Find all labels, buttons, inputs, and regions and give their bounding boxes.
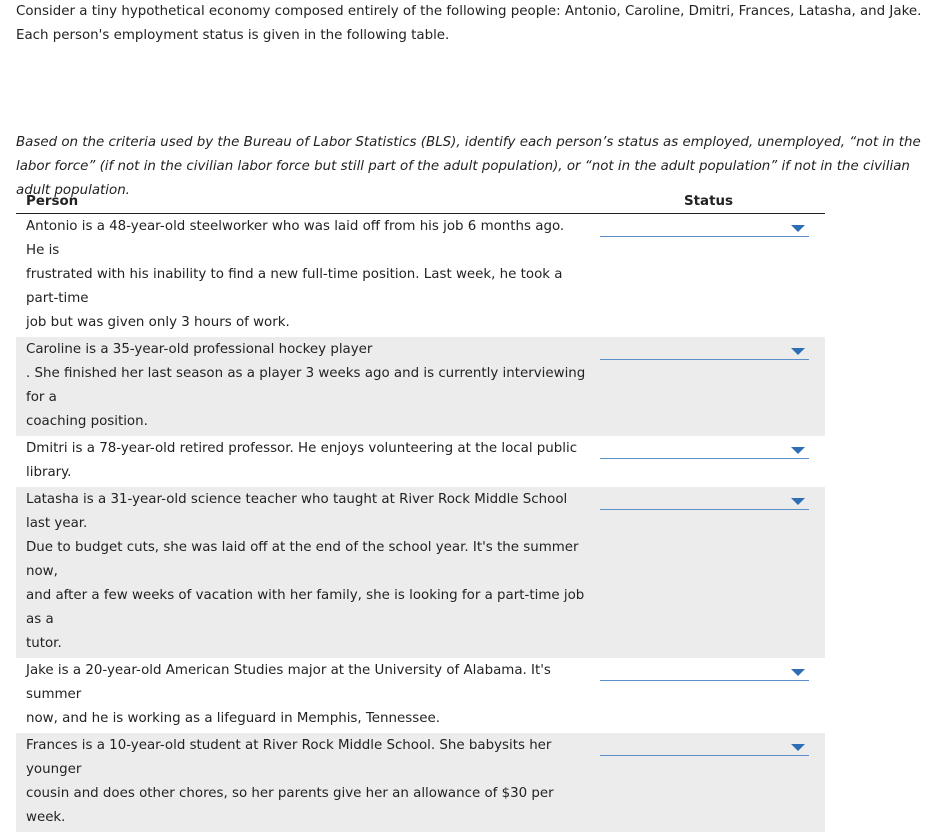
person-description — [16, 214, 586, 337]
table-row — [16, 214, 825, 337]
chevron-down-icon — [791, 447, 805, 454]
chevron-down-icon — [791, 669, 805, 676]
description-line: and after a few weeks of vacation with her family, she is looking for a part-time job as a — [26, 588, 585, 627]
person-description — [16, 436, 586, 487]
description-line: coaching position. — [26, 414, 148, 429]
person-description — [16, 658, 586, 733]
person-description — [16, 487, 586, 658]
status-dropdown[interactable] — [600, 345, 809, 360]
status-dropdown[interactable] — [600, 444, 809, 459]
person-description — [16, 733, 586, 832]
status-table — [16, 190, 825, 832]
status-dropdown[interactable] — [600, 666, 809, 681]
column-header-person: Person — [26, 194, 79, 209]
table-row — [16, 487, 825, 658]
instructions-text: Based on the criteria used by the Bureau of Labor Statistics (BLS), identify each person’s status as employed, unemployed, “not in the labor force” (if not in the civilian labor force but still part of the adult population), or “not in the adult population” if not in the civilian adult population. — [16, 135, 921, 198]
description-line: Antonio is a 48-year-old steelworker who was laid off from his job 6 months ago. He is — [26, 219, 565, 258]
table-row — [16, 337, 825, 436]
description-line: . She finished her last season as a player 3 weeks ago and is currently interviewing for a — [26, 366, 586, 405]
description-line: Due to budget cuts, she was laid off at the end of the school year. It's the summer now, — [26, 540, 579, 579]
description-line: job but was given only 3 hours of work. — [26, 315, 290, 330]
table-row — [16, 658, 825, 733]
table-header — [16, 190, 825, 214]
status-dropdown[interactable] — [600, 741, 809, 756]
status-dropdown[interactable] — [600, 495, 809, 510]
person-description — [16, 337, 586, 436]
intro-text: Consider a tiny hypothetical economy composed entirely of the following people: Antonio, Caroline, Dmitri, Frances, Latasha, and Jake. Each person's employment status is given in the following table. — [16, 4, 922, 43]
table-row — [16, 436, 825, 487]
table-body — [16, 214, 825, 832]
chevron-down-icon — [791, 225, 805, 232]
description-line: now, and he is working as a lifeguard in Memphis, Tennessee. — [26, 711, 440, 726]
description-line: cousin and does other chores, so her parents give her an allowance of $30 per week. — [26, 786, 554, 825]
chevron-down-icon — [791, 348, 805, 355]
column-header-status: Status — [684, 194, 733, 209]
description-line: frustrated with his inability to find a new full-time position. Last week, he took a part-time — [26, 267, 563, 306]
description-line: Jake is a 20-year-old American Studies major at the University of Alabama. It's summer — [26, 663, 551, 702]
chevron-down-icon — [791, 498, 805, 505]
status-dropdown[interactable] — [600, 222, 809, 237]
chevron-down-icon — [791, 744, 805, 751]
description-line: tutor. — [26, 636, 62, 651]
description-line: Dmitri is a 78-year-old retired professor. He enjoys volunteering at the local public library. — [26, 441, 578, 480]
table-row — [16, 733, 825, 832]
description-line: Frances is a 10-year-old student at River Rock Middle School. She babysits her younger — [26, 738, 552, 777]
description-line: Caroline is a 35-year-old professional hockey player — [26, 342, 373, 357]
description-line: Latasha is a 31-year-old science teacher who taught at River Rock Middle School last year. — [26, 492, 568, 531]
